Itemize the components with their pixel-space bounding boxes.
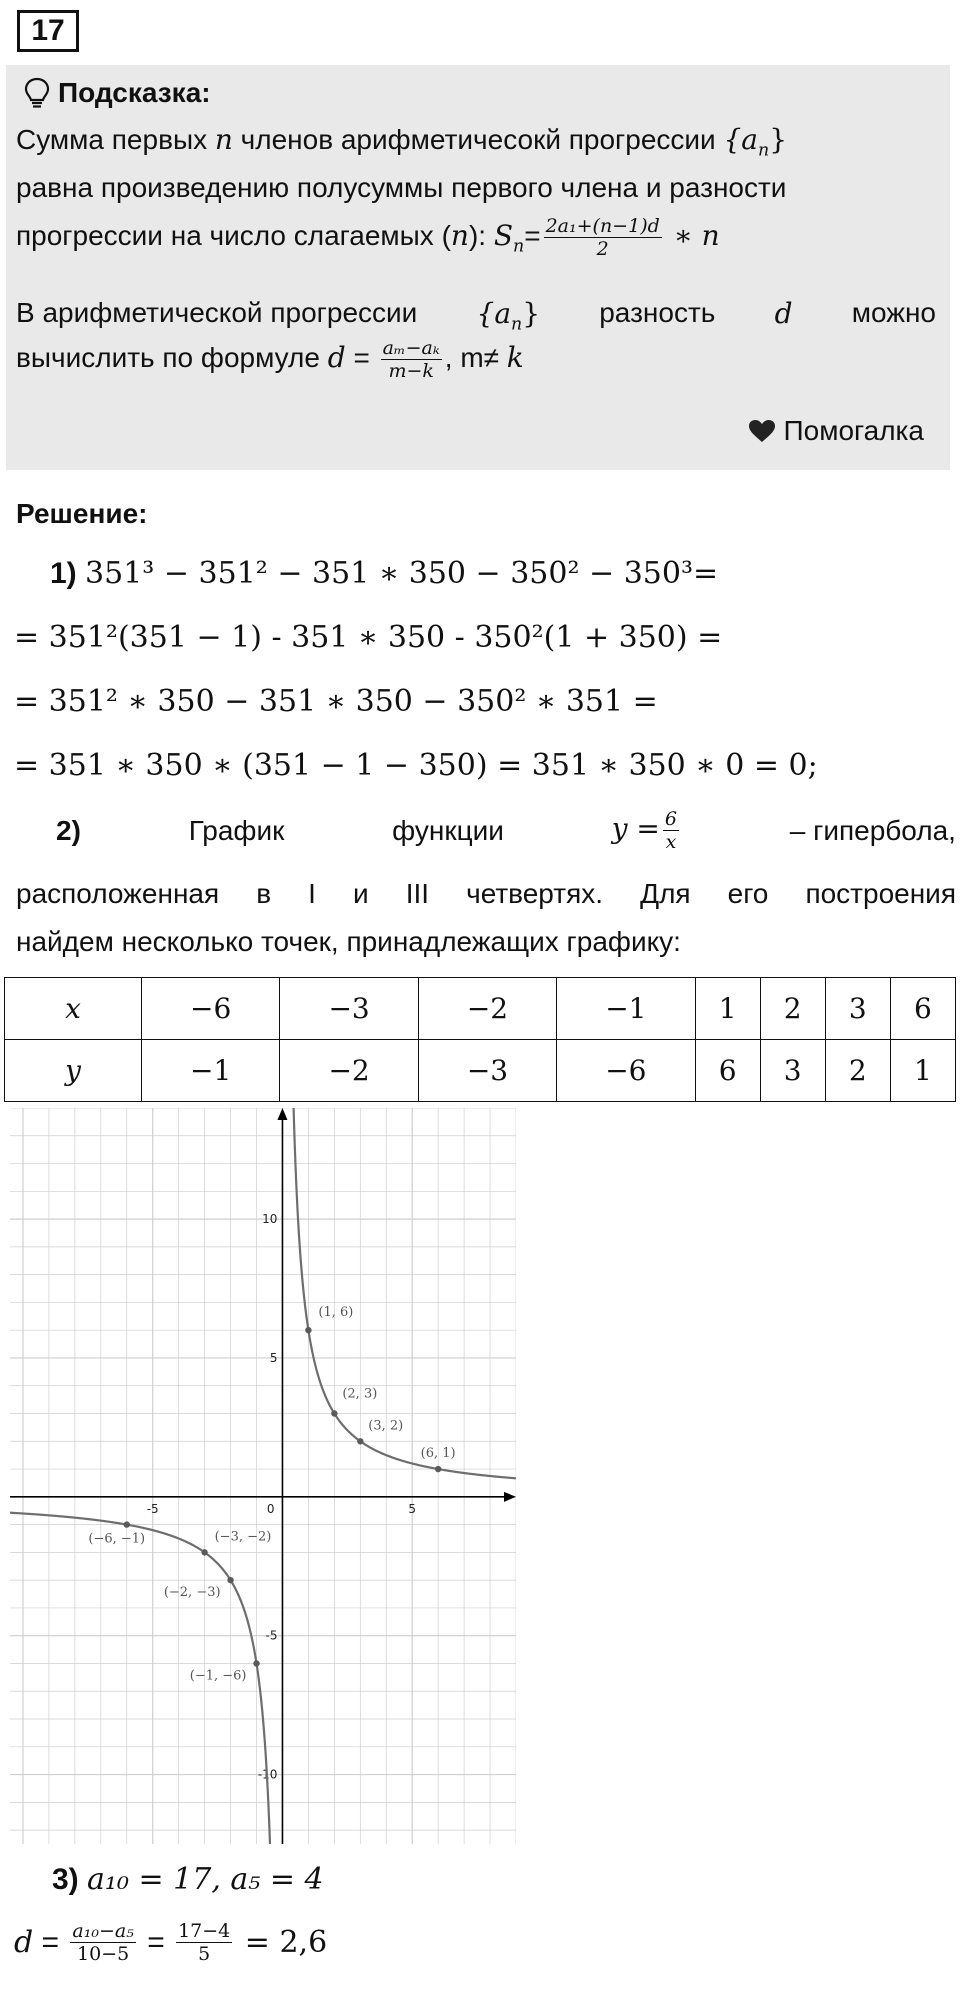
step2-label: 2): [56, 814, 81, 846]
fraction-numerator: a₁₀−a₅: [72, 1920, 134, 1942]
data-point: [201, 1549, 207, 1555]
function-fraction: [663, 808, 679, 853]
table-cell: −3: [280, 978, 418, 1040]
step1-line-3: = 351² ∗ 350 − 351 ∗ 350 − 350² ∗ 351 =: [14, 684, 658, 719]
hint-seq-sub: n: [758, 140, 770, 161]
step1-line-4: = 351 ∗ 350 ∗ (351 − 1 − 350) = 351 ∗ 350 ∗ 0 = 0;: [14, 748, 818, 783]
fraction-numerator: 17−4: [178, 1920, 231, 1942]
hint-eq: =: [524, 219, 541, 251]
data-point: [435, 1466, 441, 1472]
table-header-y: y: [5, 1040, 142, 1102]
x-axis-arrow: [504, 1492, 516, 1502]
sum-formula-fraction: [544, 215, 662, 260]
table-row-x: [5, 978, 956, 1040]
table-cell: −6: [557, 1040, 695, 1102]
hyperbola-graph: [10, 1108, 516, 1844]
hint-title: Подсказка:: [58, 77, 211, 108]
data-point: [227, 1577, 233, 1583]
step1-line-2: = 351²(351 − 1) - 351 ∗ 350 - 350²(1 + 350) =: [14, 620, 723, 655]
hint-seq-close: }: [769, 123, 788, 156]
step1-line-1: [50, 556, 718, 591]
hint-var: d: [327, 340, 346, 374]
hint-text: членов арифметичесокй прогрессии: [232, 124, 724, 155]
step2-word: – гипербола,: [789, 814, 956, 846]
step3-eq: =: [33, 1925, 68, 1959]
data-point: [357, 1438, 363, 1444]
fraction-denominator: 10−5: [77, 1943, 130, 1965]
table-cell: 3: [760, 1040, 825, 1102]
table-cell: 6: [695, 1040, 760, 1102]
step2-word: График: [188, 814, 285, 846]
hint-seq: {a: [476, 297, 512, 330]
heart-icon: [748, 419, 776, 443]
values-table: [4, 977, 956, 1102]
point-label: (−2, −3): [163, 1585, 221, 1601]
fraction-numerator: 2a₁+(n−1)d: [545, 215, 660, 237]
hint-var: k: [506, 340, 524, 374]
step2-word: функции: [392, 814, 504, 846]
step3-var: d: [14, 1925, 34, 1960]
hint-tail: ∗ n: [664, 218, 720, 252]
pomogalka-text: Помогалка: [783, 415, 924, 446]
hint-line-1: [16, 123, 787, 161]
step3-eq: =: [138, 1925, 174, 1959]
y-tick-label: 10: [262, 1212, 278, 1227]
x-tick-label: -5: [146, 1501, 159, 1516]
hint-line-5: [16, 337, 524, 382]
y-tick-label: -5: [265, 1628, 278, 1643]
data-point: [331, 1410, 337, 1416]
table-cell: −6: [142, 978, 280, 1040]
point-label: (3, 2): [368, 1418, 404, 1434]
lightbulb-icon: [24, 77, 50, 109]
point-label: (−3, −2): [214, 1529, 272, 1545]
step3-label: 3): [52, 1863, 79, 1896]
hint-text: ):: [468, 219, 494, 251]
hint-header: [24, 77, 211, 109]
step3-line-2: [14, 1920, 327, 1965]
task-number: 17: [17, 10, 79, 52]
table-cell: 2: [825, 1040, 890, 1102]
hint-seq-close: }: [522, 297, 541, 330]
hint-text: , m≠: [444, 341, 507, 373]
table-cell: −1: [557, 978, 695, 1040]
step3-given: a₁₀ = 17, a₅ = 4: [87, 1862, 324, 1897]
hint-text: Сумма первых: [16, 124, 215, 155]
hint-text: можно: [851, 297, 936, 328]
data-point: [253, 1660, 259, 1666]
origin-label: 0: [266, 1501, 275, 1516]
table-cell: 1: [695, 978, 760, 1040]
table-cell: 3: [825, 978, 890, 1040]
hint-var: n: [214, 123, 233, 156]
hint-var: d: [774, 297, 793, 330]
table-header-x: x: [5, 978, 142, 1040]
fraction-denominator: x: [665, 831, 677, 853]
hint-panel: [6, 65, 950, 470]
point-label: (6, 1): [420, 1446, 456, 1462]
step2-line-1: [16, 808, 956, 853]
point-label: (−1, −6): [189, 1668, 247, 1684]
hint-sum-symbol: S: [493, 218, 514, 252]
hint-text: В арифметической прогрессии: [16, 297, 418, 328]
table-cell: −3: [418, 1040, 556, 1102]
point-label: (−6, −1): [88, 1531, 146, 1547]
y-axis-arrow: [277, 1108, 287, 1120]
diff-formula-fraction: [381, 337, 442, 382]
table-row-y: [5, 1040, 956, 1102]
hint-seq-sub: n: [511, 314, 523, 335]
step2-function: y =: [611, 811, 660, 845]
fraction-denominator: 2: [596, 238, 609, 260]
table-cell: −2: [280, 1040, 418, 1102]
step2-line-3: найдем несколько точек, принадлежащих графику:: [16, 926, 681, 957]
data-point: [124, 1521, 130, 1527]
step2-line-2: расположенная в I и III четвертях. Для его построения: [16, 878, 956, 909]
hint-eq: =: [345, 341, 378, 373]
hint-sum-sub: n: [513, 236, 525, 257]
fraction-denominator: m−k: [388, 360, 434, 382]
fraction-numerator: aₘ−aₖ: [382, 337, 440, 359]
table-cell: 6: [890, 978, 955, 1040]
hint-line-4: [16, 297, 936, 335]
pomogalka-label: [748, 415, 924, 447]
x-tick-label: 5: [408, 1501, 417, 1516]
table-cell: −2: [418, 978, 556, 1040]
step3-line-1: [52, 1862, 324, 1897]
hint-line-2: равна произведению полусуммы первого члена и разности: [16, 172, 787, 203]
step3-result: = 2,6: [235, 1925, 328, 1960]
point-label: (2, 3): [342, 1386, 378, 1402]
hint-text: вычислить по формуле: [16, 341, 328, 373]
hint-text: прогрессии на число слагаемых (: [16, 219, 451, 251]
step1-label: 1): [50, 557, 77, 590]
hint-var: n: [450, 218, 469, 252]
step3-fraction-2: [176, 1920, 232, 1965]
hint-seq: {a: [723, 123, 758, 156]
fraction-denominator: 5: [198, 1943, 211, 1965]
solution-title: Решение:: [16, 498, 148, 529]
fraction-numerator: 6: [664, 808, 677, 830]
hint-line-3: [16, 215, 720, 260]
table-cell: 2: [760, 978, 825, 1040]
step3-fraction-1: [70, 1920, 135, 1965]
data-point: [305, 1327, 311, 1333]
point-label: (1, 6): [318, 1305, 354, 1321]
y-tick-label: -10: [257, 1767, 278, 1782]
y-tick-label: 5: [269, 1350, 278, 1365]
table-cell: 1: [890, 1040, 955, 1102]
hint-text: разность: [599, 297, 716, 328]
step1-expr: 351³ − 351² − 351 ∗ 350 − 350² − 350³=: [85, 556, 719, 591]
table-cell: −1: [142, 1040, 280, 1102]
